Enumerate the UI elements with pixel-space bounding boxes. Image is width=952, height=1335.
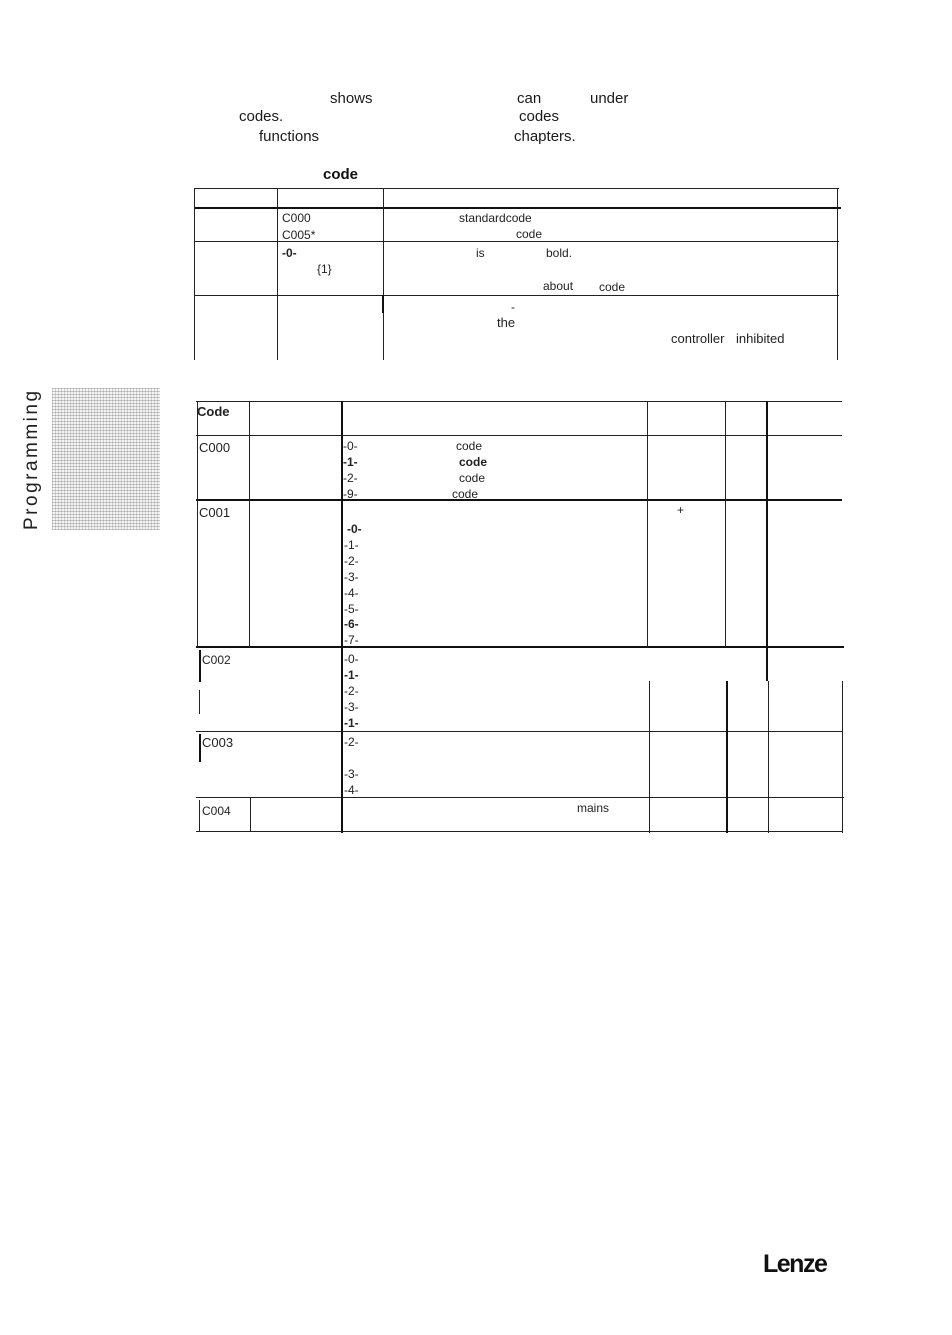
value-cell: -2- [343, 471, 358, 485]
value-cell: -1- [344, 716, 359, 730]
value-cell: -2- [344, 684, 359, 698]
legend-mark: - [511, 300, 515, 314]
value-label: code [459, 455, 488, 469]
lenze-logo: Lenze [763, 1250, 827, 1278]
legend-value-example: {1} [317, 262, 332, 276]
intro-word: under [590, 90, 629, 107]
value-cell: -6- [344, 617, 359, 631]
value-cell: -1- [344, 668, 359, 682]
legend-heading: code [323, 166, 359, 183]
value-cell: -4- [344, 783, 359, 797]
value-cell: -0- [347, 522, 362, 536]
value-cell: -3- [344, 570, 359, 584]
value-cell: -0- [343, 439, 358, 453]
value-cell: -7- [344, 633, 359, 647]
value-cell: -2- [344, 554, 359, 568]
legend-code-example: C000 [282, 211, 311, 225]
side-tab-label: Programming [21, 388, 42, 530]
legend-desc: standardcode [459, 211, 532, 225]
value-cell: -3- [344, 767, 359, 781]
legend-desc: is [476, 246, 485, 260]
description-cell: mains [577, 801, 610, 815]
legend-code-example: C005* [282, 228, 316, 242]
intro-word: can [517, 90, 542, 107]
value-label: code [456, 439, 483, 453]
value-cell: -0- [344, 652, 359, 666]
value-label: code [452, 487, 479, 501]
value-cell: -5- [344, 602, 359, 616]
legend-desc: controller [671, 331, 725, 346]
legend-desc: inhibited [736, 331, 785, 346]
legend-desc: about [543, 279, 574, 293]
code-cell: C003 [202, 735, 234, 750]
intro-word: codes. [239, 108, 284, 125]
value-cell: -1- [343, 455, 358, 469]
intro-word: shows [330, 90, 373, 107]
value-cell: -2- [344, 735, 359, 749]
intro-word: codes [519, 108, 560, 125]
code-cell: C000 [199, 440, 231, 455]
code-cell: C002 [202, 653, 231, 667]
side-tab-pattern [52, 388, 160, 530]
column-header-code: Code [197, 404, 230, 419]
legend-desc: bold. [546, 246, 573, 260]
value-cell: -9- [343, 487, 358, 501]
code-cell: C004 [202, 804, 231, 818]
flag-cell: + [677, 503, 685, 517]
legend-value-example: -0- [282, 246, 297, 260]
value-label: code [459, 471, 486, 485]
intro-word: functions [259, 128, 320, 145]
value-cell: -4- [344, 586, 359, 600]
legend-desc: code [516, 227, 543, 241]
code-cell: C001 [199, 505, 231, 520]
value-cell: -1- [344, 538, 359, 552]
legend-desc: code [599, 280, 626, 294]
intro-word: chapters. [514, 128, 576, 145]
value-cell: -3- [344, 700, 359, 714]
legend-desc: the [497, 315, 516, 330]
